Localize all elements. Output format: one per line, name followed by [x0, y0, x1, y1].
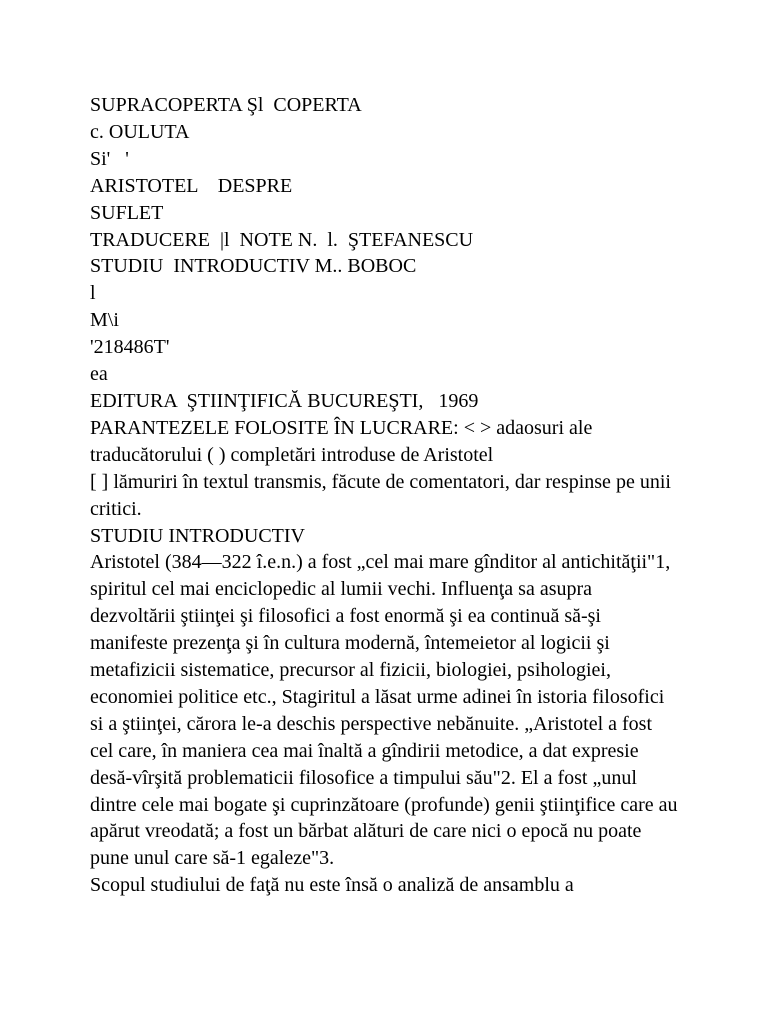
catalog-number-line: '218486T'	[90, 336, 170, 359]
publisher-line: EDITURA ŞTIINŢIFICĂ BUCUREŞTI, 1969	[90, 389, 479, 412]
header-line-cover: SUPRACOPERTA Şl COPERTA	[90, 94, 362, 116]
ocr-fragment-line-3: ea	[90, 363, 108, 386]
book-title-line-2: SUFLET	[90, 201, 164, 224]
brackets-legend-paragraph: [ ] lămuriri în textul transmis, făcute de comentatori, dar respinse pe unii critici.	[90, 470, 671, 520]
translator-line: TRADUCERE |l NOTE N. l. ŞTEFANESCU	[90, 228, 474, 251]
section-title: STUDIU INTRODUCTIV	[90, 524, 305, 547]
parentheses-legend-paragraph: PARANTEZELE FOLOSITE ÎN LUCRARE: < > adaosuri ale traducătorului ( ) completări introduse de Aristotel	[90, 416, 593, 466]
document-page	[90, 92, 680, 899]
introduction-author-line: STUDIU INTRODUCTIV M.. BOBOC	[90, 255, 417, 278]
header-line-designer: c. OULUTA	[90, 120, 190, 143]
ocr-fragment-line-2: M\i	[90, 309, 119, 332]
ocr-fragment-line-1: l	[90, 282, 96, 305]
book-title-line-1: ARISTOTEL DESPRE	[90, 174, 293, 197]
header-line-ocr-fragment: Si' '	[90, 147, 129, 170]
body-paragraph-2: Scopul studiului de faţă nu este însă o analiză de ansamblu a	[90, 874, 574, 897]
body-paragraph-1: Aristotel (384—322 î.e.n.) a fost „cel mai mare gînditor al antichităţii"1, spiritul cel mai enciclopedic al lumii vechi. Influenţa sa asupra dezvoltării ştiinţei şi filosofici a fost enormă şi ea continuă să-şi manifeste prezenţa şi în cultura modernă, întemeietor al logicii şi metafizicii sistematice, precursor al fizicii, biologiei, psihologiei, economiei politice etc., Stagiritul a lăsat urme adinei în istoria filosofici si a ştiinţei, cărora le-a deschis perspective nebănuite. „Aristotel a fost cel care, în maniera cea mai înaltă a gîndirii metodice, a dat expresie desă-vîrşită problematicii filosofice a timpului său"2. El a fost „unul dintre cele mai bogate şi cuprinzătoare (profunde) genii ştiinţifice care au apărut vreodată; a fost un bărbat alături de care nici o epocă nu poate pune unul care să-1 egaleze"3.	[90, 551, 678, 870]
